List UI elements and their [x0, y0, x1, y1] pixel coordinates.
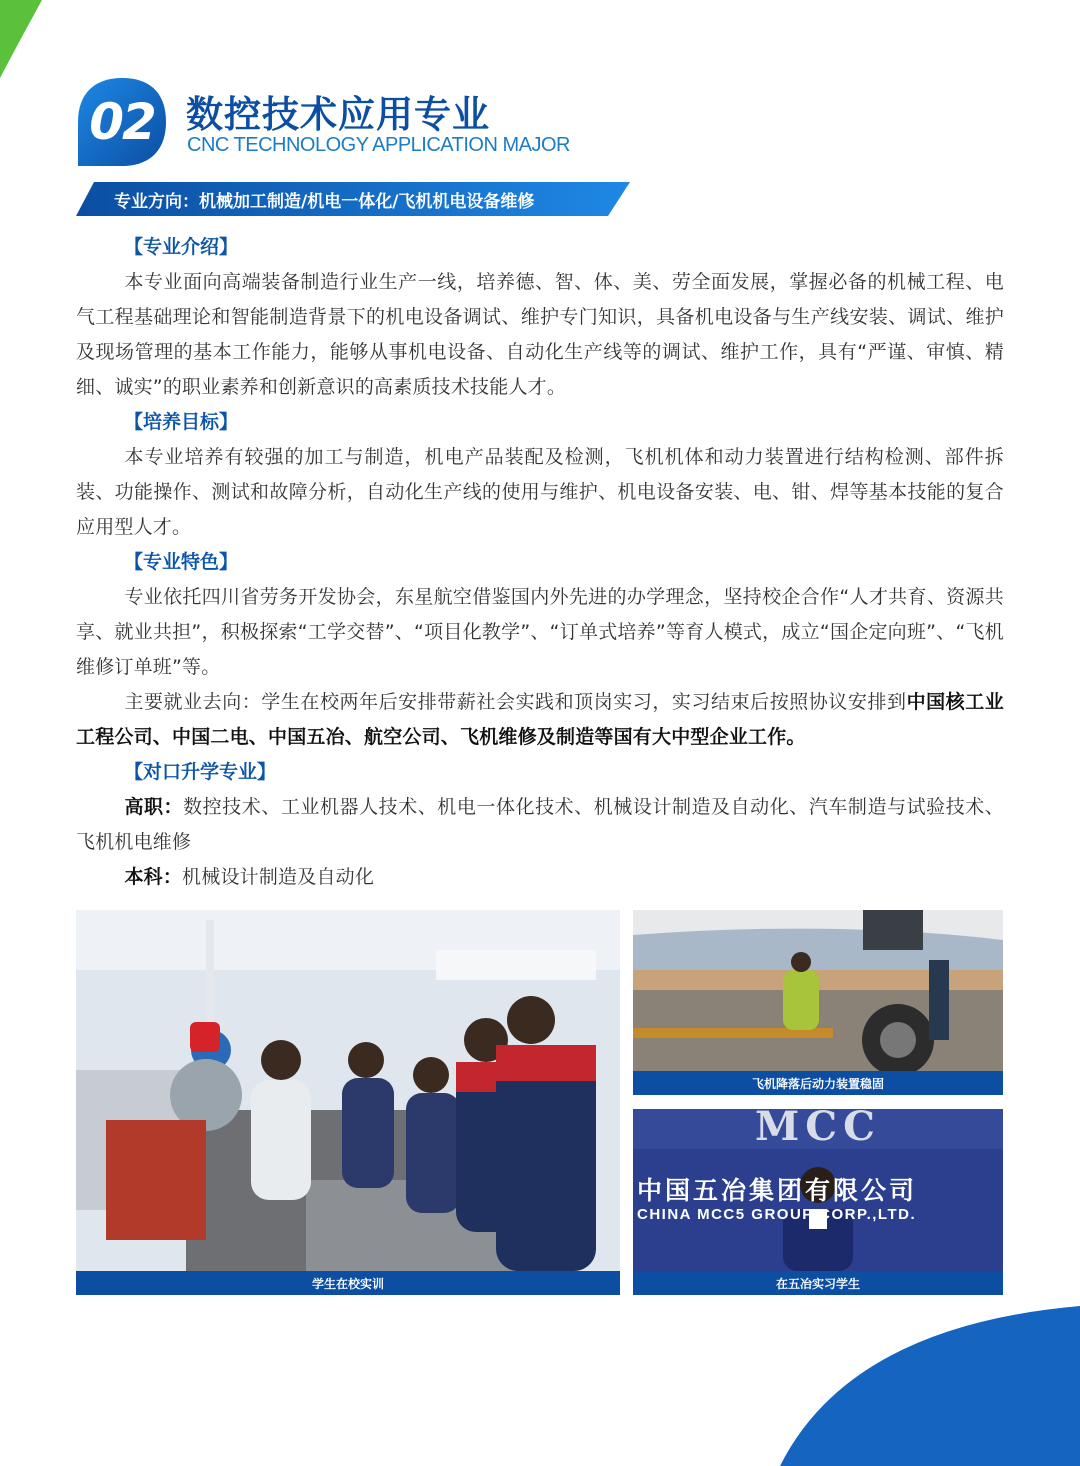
caption-training: 学生在校实训: [76, 1271, 620, 1295]
heading-goal: 【培养目标】: [124, 411, 239, 433]
body-text: [76, 230, 1004, 895]
employment-paragraph: [76, 685, 1004, 755]
section-number: 02: [89, 93, 155, 151]
employment-companies: 中国核工业工程公司、中国二电、中国五冶、航空公司、飞机维修及制造等国有大中型企业工作。: [76, 691, 1004, 748]
heading-intro: 【专业介绍】: [124, 236, 239, 258]
goal-paragraph: 本专业培养有较强的加工与制造，机电产品装配及检测，飞机机体和动力装置进行结构检测、部件拆装、功能操作、测试和故障分析，自动化生产线的使用与维护、机电设备安装、电、钳、焊等基本技能的复合应用型人才。: [76, 446, 1004, 538]
mcc-sign-en: CHINA MCC5 GROUP CORP.,LTD.: [637, 1206, 917, 1223]
training-scene-image: [76, 910, 620, 1271]
section-number-badge: [76, 76, 168, 168]
photo-training: [76, 910, 620, 1295]
photo-aircraft: [633, 910, 1003, 1095]
feature-paragraph: 专业依托四川省劳务开发协会，东星航空借鉴国内外先进的办学理念，坚持校企合作“人才共育、资源共享、就业共担”，积极探索“工学交替”、“项目化教学”、“订单式培养”等育人模式，成立“国企定向班”、“飞机维修订单班”等。: [76, 586, 1004, 678]
mcc-sign-cn: 中国五冶集团有限公司: [637, 1176, 918, 1205]
page-subtitle-en: CNC TECHNOLOGY APPLICATION MAJOR: [187, 134, 570, 156]
page-title: 数控技术应用专业: [186, 93, 490, 136]
bachelor-text: 机械设计制造及自动化: [182, 866, 375, 888]
direction-banner: [76, 182, 630, 216]
bachelor-paragraph: [76, 860, 1004, 895]
intro-paragraph: 本专业面向高端装备制造行业生产一线，培养德、智、体、美、劳全面发展，掌握必备的机械工程、电气工程基础理论和智能制造背景下的机电设备调试、维护专门知识，具备机电设备与生产线安装、调试、维护及现场管理的基本工作能力，能够从事机电设备、自动化生产线等的调试、维护工作，具有“严谨、审慎、精细、诚实”的职业素养和创新意识的高素质技术技能人才。: [76, 271, 1004, 398]
mcc-logo-text: MCC: [755, 1109, 881, 1150]
vocational-text: 数控技术、工业机器人技术、机电一体化技术、机械设计制造及自动化、汽车制造与试验技术、飞机机电维修: [76, 796, 1004, 853]
aircraft-scene-image: [633, 910, 1003, 1071]
vocational-label: 高职：: [124, 796, 184, 818]
vocational-paragraph: [76, 790, 1004, 860]
corner-decoration-top-left: [0, 0, 60, 80]
heading-feature: 【专业特色】: [124, 551, 239, 573]
heading-further-study: 【对口升学专业】: [124, 761, 277, 783]
caption-aircraft: 飞机降落后动力装置稳固: [633, 1071, 1003, 1095]
photo-mcc-intern: [633, 1109, 1003, 1295]
direction-text: 专业方向：机械加工制造/机电一体化/飞机机电设备维修: [114, 192, 535, 212]
caption-mcc: 在五冶实习学生: [633, 1271, 1003, 1295]
bachelor-label: 本科：: [124, 866, 183, 888]
employment-prefix: 主要就业去向：学生在校两年后安排带薪社会实践和顶岗实习，实习结束后按照协议安排到: [124, 691, 907, 713]
corner-decoration-bottom-right: [780, 1306, 1080, 1466]
